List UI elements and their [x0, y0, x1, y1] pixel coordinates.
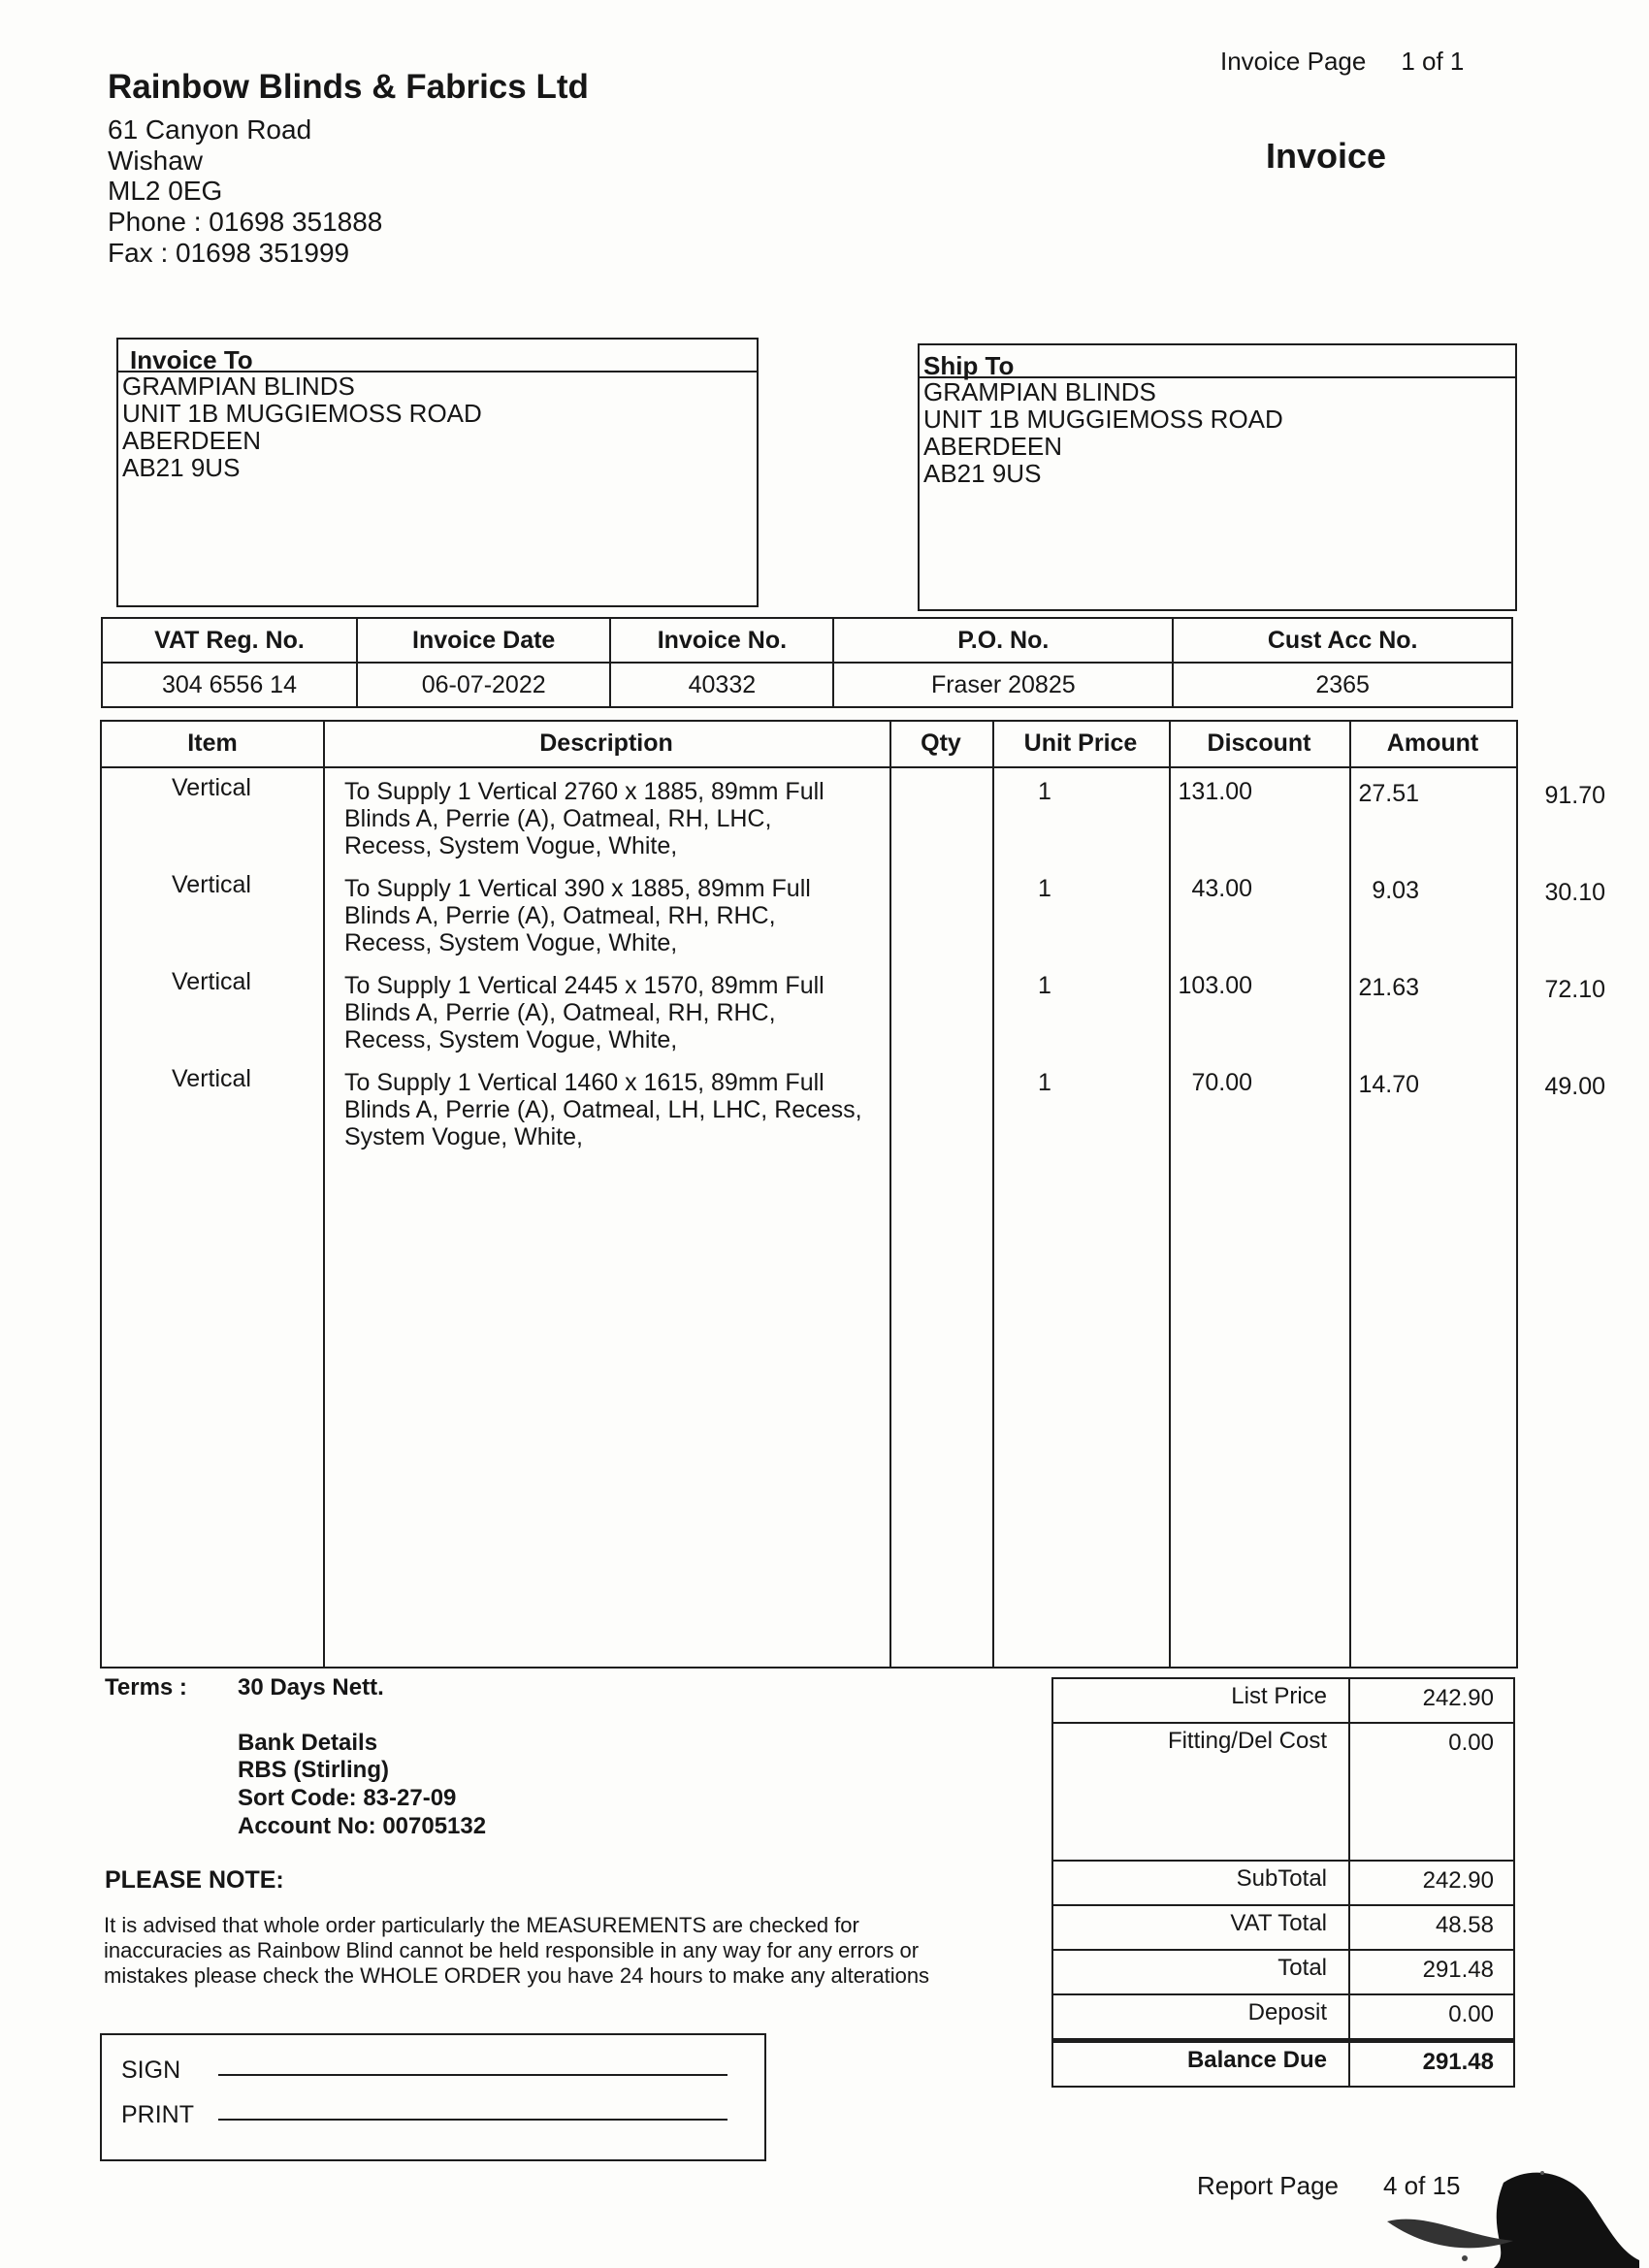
- totals-divider: [1348, 1951, 1350, 1993]
- scan-smudge: [1348, 2144, 1639, 2268]
- signature-box: [100, 2033, 766, 2161]
- discount-cell: 27.51: [1358, 780, 1419, 807]
- ship-to-line: UNIT 1B MUGGIEMOSS ROAD: [923, 405, 1283, 434]
- totals-divider: [1348, 1724, 1350, 1860]
- description-line: To Supply 1 Vertical 2760 x 1885, 89mm Full: [344, 778, 824, 805]
- po-no-value: Fraser 20825: [833, 663, 1173, 707]
- amount-cell: 72.10: [1544, 976, 1605, 1003]
- cust-acc-value: 2365: [1173, 663, 1512, 707]
- item-header: Item: [187, 729, 238, 757]
- invoice-to-line: ABERDEEN: [122, 426, 262, 455]
- unit-price-cell: 103.00: [1178, 972, 1252, 999]
- terms-value: 30 Days Nett.: [238, 1674, 384, 1701]
- amount-cell: 49.00: [1544, 1073, 1605, 1100]
- invoice-page-label: Invoice Page: [1220, 47, 1367, 76]
- ship-to-heading: Ship To: [920, 345, 1515, 378]
- balance-due-value: 291.48: [1422, 2049, 1494, 2075]
- description-line: To Supply 1 Vertical 1460 x 1615, 89mm Full: [344, 1069, 824, 1096]
- column-divider: [323, 722, 325, 1667]
- list-price-value: 242.90: [1422, 1685, 1494, 1711]
- invoice-reference-table: [101, 617, 1513, 708]
- subtotal-value: 242.90: [1422, 1867, 1494, 1894]
- description-line: To Supply 1 Vertical 2445 x 1570, 89mm Full: [344, 972, 824, 999]
- column-divider: [889, 722, 891, 1667]
- qty-cell: 1: [1038, 1069, 1051, 1096]
- po-no-header: P.O. No.: [833, 618, 1173, 663]
- note-line: inaccuracies as Rainbow Blind cannot be held responsible in any way for any errors or: [104, 1938, 920, 1962]
- description-cell: [344, 1069, 994, 1150]
- note-title: PLEASE NOTE:: [105, 1866, 284, 1894]
- description-line: Recess, System Vogue, White,: [344, 832, 678, 859]
- amount-cell: 91.70: [1544, 782, 1605, 809]
- description-cell: [344, 875, 994, 956]
- qty-cell: 1: [1038, 875, 1051, 902]
- vat-total-row: [1053, 1906, 1513, 1951]
- vat-reg-header: VAT Reg. No.: [102, 618, 357, 663]
- invoice-date-header: Invoice Date: [357, 618, 610, 663]
- column-divider: [1349, 722, 1351, 1667]
- description-cell: [344, 972, 994, 1053]
- invoice-to-heading: Invoice To: [118, 340, 757, 373]
- invoice-to-line: UNIT 1B MUGGIEMOSS ROAD: [122, 399, 482, 428]
- discount-cell: 9.03: [1372, 877, 1419, 904]
- deposit-row: [1053, 1995, 1513, 2040]
- total-row: [1053, 1951, 1513, 1995]
- description-line: Blinds A, Perrie (A), Oatmeal, RH, LHC,: [344, 805, 772, 832]
- deposit-value: 0.00: [1448, 2001, 1494, 2027]
- description-line: Recess, System Vogue, White,: [344, 929, 678, 956]
- bank-name: RBS (Stirling): [238, 1757, 389, 1783]
- invoice-to-line: GRAMPIAN BLINDS: [122, 372, 355, 401]
- sign-label: SIGN: [121, 2057, 181, 2084]
- vat-total-value: 48.58: [1435, 1912, 1494, 1938]
- deposit-label: Deposit: [1247, 1999, 1327, 2025]
- invoice-to-box: [116, 338, 759, 607]
- qty-cell: 1: [1038, 972, 1051, 999]
- sign-line[interactable]: [218, 2074, 728, 2076]
- bank-account-no: Account No: 00705132: [238, 1813, 487, 1839]
- bank-sort-code: Sort Code: 83-27-09: [238, 1785, 457, 1811]
- list-price-label: List Price: [1231, 1683, 1327, 1709]
- invoice-no-header: Invoice No.: [610, 618, 833, 663]
- subtotal-row: [1053, 1862, 1513, 1906]
- note-text: [104, 1913, 1006, 1989]
- description-line: Blinds A, Perrie (A), Oatmeal, LH, LHC, Recess,: [344, 1096, 862, 1123]
- column-divider: [992, 722, 994, 1667]
- bank-details-heading: Bank Details: [238, 1730, 378, 1756]
- description-header: Description: [539, 729, 673, 757]
- fitting-label: Fitting/Del Cost: [1167, 1728, 1327, 1754]
- invoice-page-info: [1220, 47, 1464, 77]
- description-line: System Vogue, White,: [344, 1123, 583, 1150]
- description-cell: [344, 778, 994, 859]
- totals-divider: [1348, 1995, 1350, 2038]
- vat-reg-value: 304 6556 14: [102, 663, 357, 707]
- report-page-label: Report Page: [1197, 2171, 1339, 2200]
- header-divider: [102, 766, 1516, 768]
- unit-price-header: Unit Price: [1023, 729, 1138, 757]
- print-line[interactable]: [218, 2119, 728, 2121]
- discount-header: Discount: [1207, 729, 1311, 757]
- company-address-line-3: ML2 0EG: [108, 176, 223, 206]
- terms-label: Terms :: [105, 1674, 187, 1701]
- description-line: Recess, System Vogue, White,: [344, 1026, 678, 1053]
- totals-divider: [1348, 1679, 1350, 1722]
- item-cell: Vertical: [172, 1065, 251, 1092]
- fitting-row: [1053, 1724, 1513, 1862]
- subtotal-label: SubTotal: [1236, 1865, 1327, 1892]
- ship-to-line: GRAMPIAN BLINDS: [923, 377, 1156, 406]
- totals-box: [1051, 1677, 1515, 2088]
- item-cell: Vertical: [172, 871, 251, 898]
- cust-acc-header: Cust Acc No.: [1173, 618, 1512, 663]
- unit-price-cell: 70.00: [1191, 1069, 1252, 1096]
- ship-to-box: [918, 343, 1517, 611]
- note-line: mistakes please check the WHOLE ORDER you have 24 hours to make any alterations: [104, 1963, 930, 1988]
- ship-to-line: AB21 9US: [923, 459, 1042, 488]
- company-address-line-2: Wishaw: [108, 146, 204, 176]
- amount-cell: 30.10: [1544, 879, 1605, 906]
- discount-cell: 14.70: [1358, 1071, 1419, 1098]
- amount-header: Amount: [1386, 729, 1479, 757]
- invoice-no-value: 40332: [610, 663, 833, 707]
- description-line: To Supply 1 Vertical 390 x 1885, 89mm Full: [344, 875, 811, 902]
- invoice-page-number: 1 of 1: [1401, 47, 1465, 76]
- qty-header: Qty: [921, 729, 961, 757]
- list-price-row: [1053, 1679, 1513, 1724]
- line-items-table: [100, 720, 1605, 1669]
- column-divider: [1169, 722, 1171, 1667]
- company-fax: Fax : 01698 351999: [108, 238, 350, 268]
- company-address-line-1: 61 Canyon Road: [108, 114, 312, 145]
- report-page-number: 4 of 15: [1382, 2171, 1461, 2200]
- company-name: Rainbow Blinds & Fabrics Ltd: [108, 68, 589, 106]
- discount-cell: 21.63: [1358, 974, 1419, 1001]
- totals-divider: [1348, 2043, 1350, 2086]
- totals-divider: [1348, 1906, 1350, 1949]
- ship-to-line: ABERDEEN: [923, 432, 1063, 461]
- totals-divider: [1348, 1862, 1350, 1904]
- invoice-to-line: AB21 9US: [122, 453, 241, 482]
- vat-total-label: VAT Total: [1230, 1910, 1327, 1936]
- description-line: Blinds A, Perrie (A), Oatmeal, RH, RHC,: [344, 999, 776, 1026]
- fitting-value: 0.00: [1448, 1730, 1494, 1756]
- total-value: 291.48: [1422, 1957, 1494, 1983]
- description-line: Blinds A, Perrie (A), Oatmeal, RH, RHC,: [344, 902, 776, 929]
- company-phone: Phone : 01698 351888: [108, 207, 383, 237]
- item-cell: Vertical: [172, 968, 251, 995]
- unit-price-cell: 131.00: [1178, 778, 1252, 805]
- balance-due-row: [1053, 2040, 1513, 2086]
- note-line: It is advised that whole order particularly the MEASUREMENTS are checked for: [104, 1913, 859, 1937]
- total-label: Total: [1277, 1955, 1327, 1981]
- balance-due-label: Balance Due: [1186, 2047, 1327, 2073]
- unit-price-cell: 43.00: [1191, 875, 1252, 902]
- print-label: PRINT: [121, 2101, 194, 2128]
- qty-cell: 1: [1038, 778, 1051, 805]
- document-title: Invoice: [1266, 136, 1387, 176]
- item-cell: Vertical: [172, 774, 251, 801]
- invoice-date-value: 06-07-2022: [357, 663, 610, 707]
